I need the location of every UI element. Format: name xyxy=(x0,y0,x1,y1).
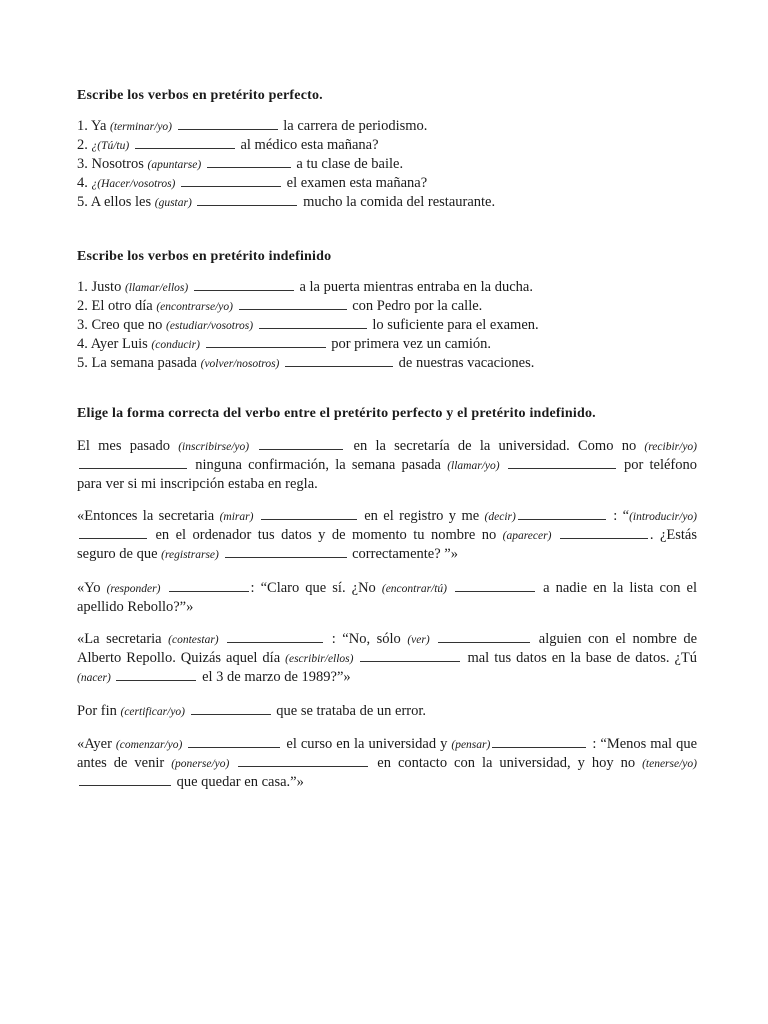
item-text: mucho la comida del restaurante. xyxy=(303,194,496,210)
verb-hint: (ver) xyxy=(407,634,430,646)
answer-blank[interactable] xyxy=(285,354,393,367)
item-text: 5. A ellos les xyxy=(77,194,155,210)
answer-blank[interactable] xyxy=(455,579,535,592)
verb-hint: (nacer) xyxy=(77,672,111,684)
section-1-title: Escribe los verbos en pretérito perfecto. xyxy=(77,88,323,103)
verb-hint: (recibir/yo) xyxy=(644,440,698,453)
item-text: 2. El otro día xyxy=(77,298,157,314)
answer-blank[interactable] xyxy=(508,456,616,469)
verb-hint: (terminar/yo) xyxy=(110,121,173,133)
list-item xyxy=(77,136,697,155)
answer-blank[interactable] xyxy=(560,526,648,539)
item-text: 1. Ya xyxy=(77,118,111,134)
answer-blank[interactable] xyxy=(207,155,291,168)
list-item xyxy=(77,155,697,174)
section-2-title: Escribe los verbos en pretérito indefinido xyxy=(77,249,332,264)
section-2-list xyxy=(77,278,697,373)
answer-blank[interactable] xyxy=(518,507,606,520)
item-text: a la puerta mientras entraba en la ducha. xyxy=(299,279,533,295)
verb-hint: (introducir/yo) xyxy=(629,511,697,523)
answer-blank[interactable] xyxy=(259,437,343,450)
item-text: 1. Justo xyxy=(77,279,125,295)
answer-blank[interactable] xyxy=(239,297,347,310)
paragraph-4: «La secretaria (contestar) : “No, sólo (ver) alguien con el nombre de Alberto Repollo. Quizás aquel día (escribir/ellos) mal tus datos en la base de datos. ¿Tú (nacer) el 3 de marzo de 1989?”» xyxy=(77,631,698,685)
answer-blank[interactable] xyxy=(438,630,530,643)
answer-blank[interactable] xyxy=(79,456,187,469)
list-item xyxy=(77,316,697,335)
verb-hint: (apuntarse) xyxy=(147,159,202,171)
section-1-list xyxy=(77,117,697,212)
item-text: de nuestras vacaciones. xyxy=(398,355,535,371)
item-text: 5. La semana pasada xyxy=(77,355,201,371)
verb-hint: (mirar) xyxy=(219,511,254,523)
item-text: a tu clase de baile. xyxy=(296,156,404,172)
answer-blank[interactable] xyxy=(194,278,294,291)
item-text: lo suficiente para el examen. xyxy=(372,317,539,333)
answer-blank[interactable] xyxy=(225,545,347,558)
list-item xyxy=(77,335,697,354)
worksheet xyxy=(77,88,697,805)
paragraph-2: «Entonces la secretaria (mirar) en el registro y me (decir) : “(introducir/yo) en el ordenador tus datos y de momento tu nombre no (aparecer) . ¿Estás seguro de que (registrarse) correctamente? ”» xyxy=(77,508,697,562)
verb-hint: (estudiar/vosotros) xyxy=(166,320,254,332)
answer-blank[interactable] xyxy=(178,117,278,130)
item-text: por primera vez un camión. xyxy=(331,336,492,352)
section-2 xyxy=(77,249,697,373)
verb-hint: (decir) xyxy=(484,511,516,523)
verb-hint: (registrarse) xyxy=(161,549,219,561)
item-text: el examen esta mañana? xyxy=(286,175,428,191)
answer-blank[interactable] xyxy=(238,754,368,767)
answer-blank[interactable] xyxy=(135,136,235,149)
verb-hint: (certificar/yo) xyxy=(120,705,186,718)
verb-hint: ¿(Hacer/vosotros) xyxy=(91,178,176,190)
verb-hint: (responder) xyxy=(106,582,161,595)
section-3-paragraphs xyxy=(77,437,697,792)
verb-hint: (ponerse/yo) xyxy=(171,758,230,770)
answer-blank[interactable] xyxy=(360,649,460,662)
verb-hint: (escribir/ellos) xyxy=(285,653,354,665)
answer-blank[interactable] xyxy=(227,630,323,643)
answer-blank[interactable] xyxy=(206,335,326,348)
item-text: al médico esta mañana? xyxy=(240,137,379,153)
verb-hint: (encontrar/tú) xyxy=(381,582,448,595)
item-text: 4. xyxy=(77,175,92,191)
verb-hint: (llamar/ellos) xyxy=(124,282,189,294)
list-item xyxy=(77,297,697,316)
section-3-title: Elige la forma correcta del verbo entre el pretérito perfecto y el pretérito indefinido. xyxy=(77,406,596,421)
list-item xyxy=(77,117,697,136)
answer-blank[interactable] xyxy=(191,702,271,715)
list-item xyxy=(77,193,697,212)
verb-hint: (tenerse/yo) xyxy=(642,758,697,770)
paragraph-3: «Yo (responder) : “Claro que sí. ¿No (encontrar/tú) a nadie en la lista con el apellido Rebollo?”» xyxy=(77,579,698,615)
paragraph-1: El mes pasado (inscribirse/yo) en la secretaría de la universidad. Como no (recibir/yo) ninguna confirmación, la semana pasada (llamar/yo) por teléfono para ver si mi inscripción estaba en regla. xyxy=(77,437,698,492)
list-item xyxy=(77,354,697,373)
item-text: la carrera de periodismo. xyxy=(283,118,428,134)
answer-blank[interactable] xyxy=(116,668,196,681)
list-item xyxy=(77,174,697,193)
verb-hint: (inscribirse/yo) xyxy=(178,440,250,453)
answer-blank[interactable] xyxy=(79,526,147,539)
verb-hint: (comenzar/yo) xyxy=(115,739,183,751)
answer-blank[interactable] xyxy=(188,735,280,748)
verb-hint: ¿(Tú/tu) xyxy=(91,140,130,152)
section-3 xyxy=(77,406,697,791)
item-text: 3. Nosotros xyxy=(77,156,148,172)
verb-hint: (pensar) xyxy=(451,739,491,751)
verb-hint: (llamar/yo) xyxy=(447,459,500,472)
verb-hint: (encontrarse/yo) xyxy=(156,301,233,313)
paragraph-6: «Ayer (comenzar/yo) el curso en la universidad y (pensar) : “Menos mal que antes de venir (ponerse/yo) en contacto con la universidad, y hoy no (tenerse/yo) que quedar en casa.”» xyxy=(77,736,698,790)
item-text: 4. Ayer Luis xyxy=(77,336,152,352)
answer-blank[interactable] xyxy=(79,773,171,786)
answer-blank[interactable] xyxy=(261,507,357,520)
item-text: con Pedro por la calle. xyxy=(352,298,483,314)
verb-hint: (contestar) xyxy=(168,634,219,646)
verb-hint: (volver/nosotros) xyxy=(200,358,280,370)
item-text: 3. Creo que no xyxy=(77,317,166,333)
list-item xyxy=(77,278,697,297)
verb-hint: (conducir) xyxy=(151,339,200,351)
answer-blank[interactable] xyxy=(259,316,367,329)
answer-blank[interactable] xyxy=(197,193,297,206)
answer-blank[interactable] xyxy=(169,579,249,592)
verb-hint: (aparecer) xyxy=(502,530,552,542)
paragraph-5: Por fin (certificar/yo) que se trataba de un error. xyxy=(77,702,427,719)
answer-blank[interactable] xyxy=(181,174,281,187)
answer-blank[interactable] xyxy=(492,735,586,748)
item-text: 2. xyxy=(77,137,92,153)
verb-hint: (gustar) xyxy=(154,197,192,209)
